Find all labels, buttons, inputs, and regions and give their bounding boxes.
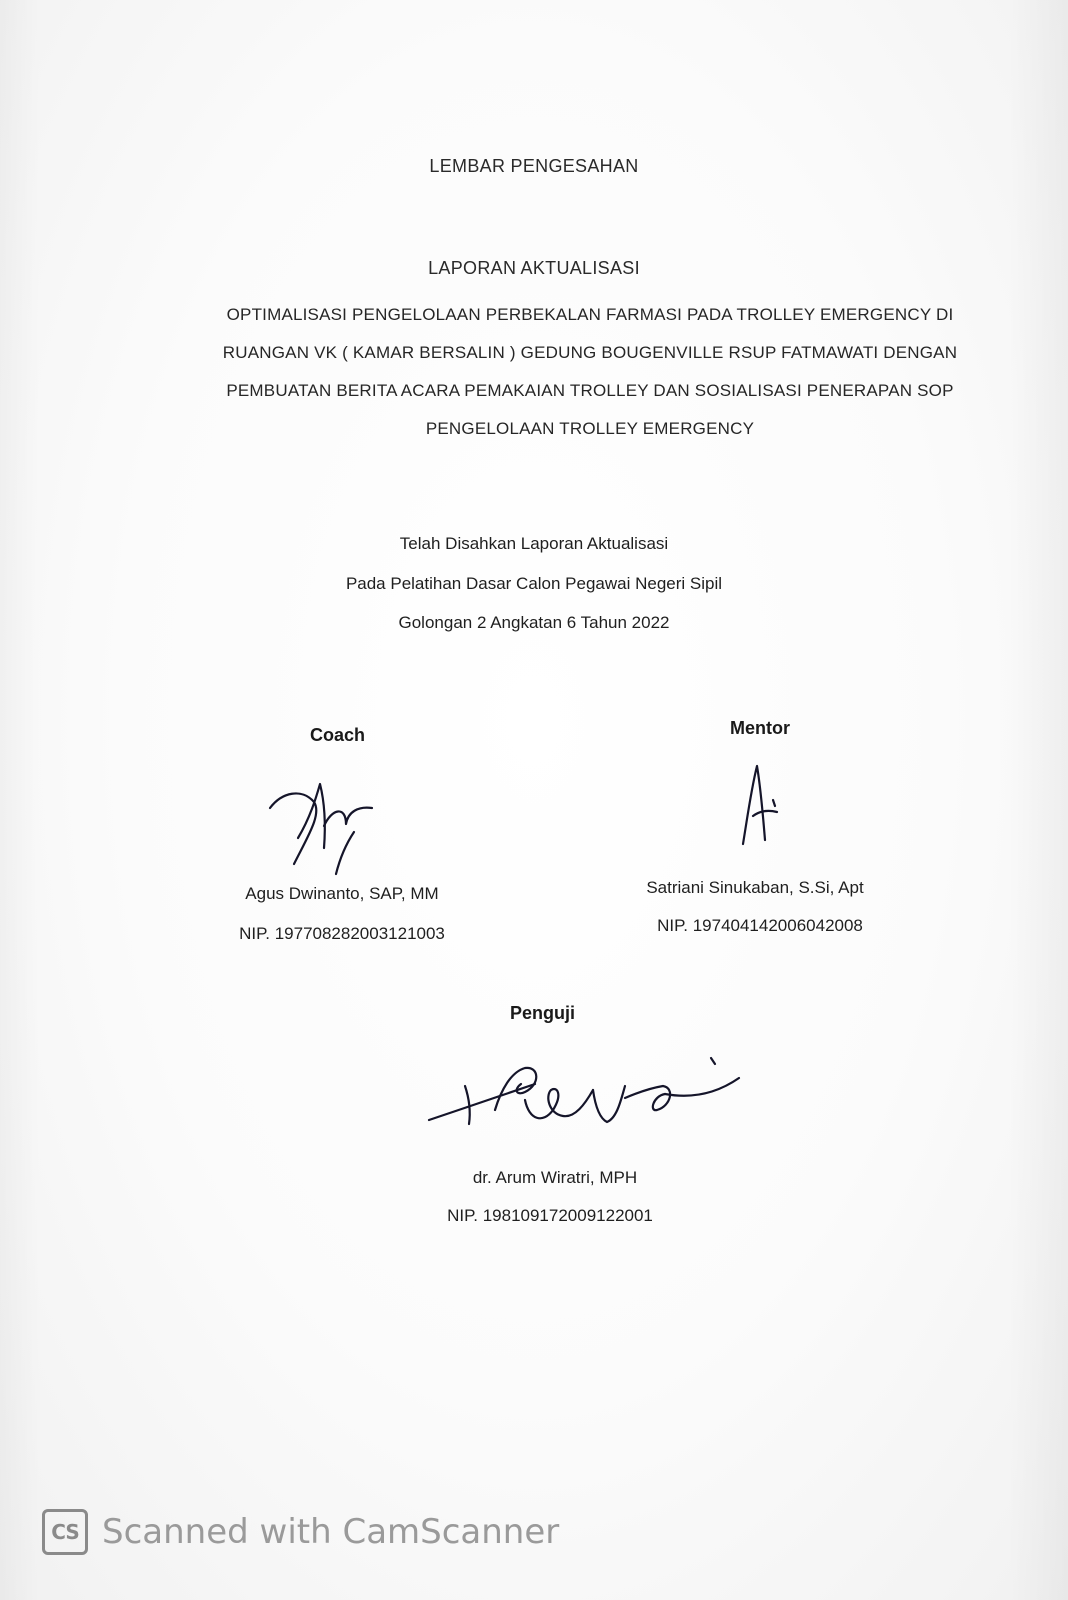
statement-line: Golongan 2 Angkatan 6 Tahun 2022: [398, 613, 670, 632]
mentor-signature: [735, 760, 805, 850]
statement-line: Pada Pelatihan Dasar Calon Pegawai Negeri Sipil: [345, 574, 723, 593]
examiner-name: dr. Arum Wiratri, MPH: [472, 1168, 638, 1187]
mentor-nip: NIP. 197404142006042008: [657, 916, 863, 935]
report-title-line: OPTIMALISASI PENGELOLAAN PERBEKALAN FARMASI PADA TROLLEY EMERGENCY DI: [226, 305, 954, 324]
statement-line: Telah Disahkan Laporan Aktualisasi: [399, 534, 669, 553]
mentor-name: Satriani Sinukaban, S.Si, Apt: [646, 878, 864, 897]
coach-name: Agus Dwinanto, SAP, MM: [245, 884, 439, 903]
coach-role-label: Coach: [310, 725, 366, 745]
watermark-text: Scanned with CamScanner: [102, 1512, 560, 1552]
mentor-role-label: Mentor: [730, 718, 790, 738]
report-title: [190, 296, 990, 448]
coach-signature: [262, 778, 392, 878]
report-title-line: PENGELOLAAN TROLLEY EMERGENCY: [425, 419, 755, 438]
report-title-line: PEMBUATAN BERITA ACARA PEMAKAIAN TROLLEY DAN SOSIALISASI PENERAPAN SOP: [226, 381, 954, 400]
examiner-role-label: Penguji: [510, 1003, 576, 1023]
report-title-line: RUANGAN VK ( KAMAR BERSALIN ) GEDUNG BOUGENVILLE RSUP FATMAWATI DENGAN: [222, 343, 958, 362]
examiner-signature: [425, 1050, 765, 1140]
coach-nip: NIP. 197708282003121003: [239, 924, 445, 943]
examiner-nip: NIP. 198109172009122001: [447, 1206, 653, 1225]
report-type: LAPORAN AKTUALISASI: [428, 258, 640, 278]
page-heading: LEMBAR PENGESAHAN: [429, 156, 639, 176]
camscanner-logo-icon: CS: [42, 1509, 88, 1555]
camscanner-watermark: [42, 1508, 559, 1556]
